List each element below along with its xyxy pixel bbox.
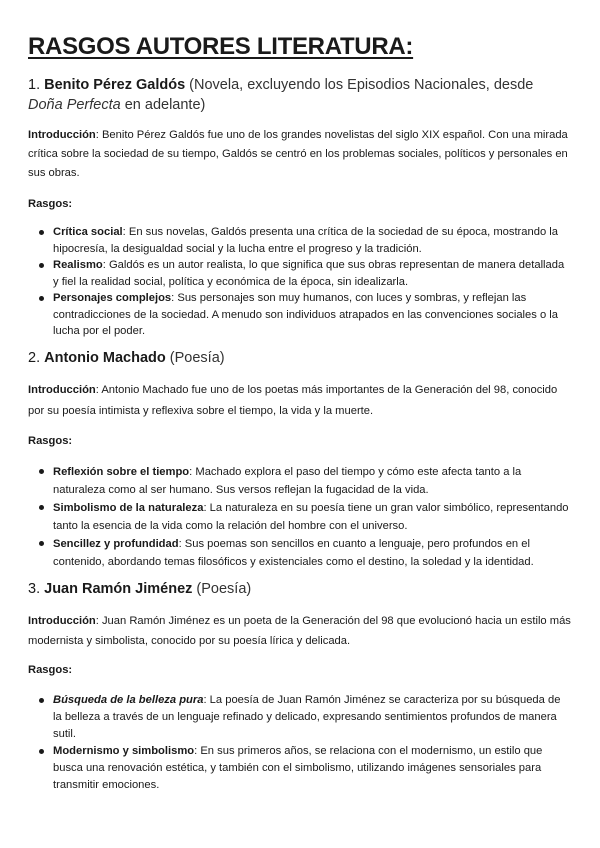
book-title: Doña Perfecta — [28, 97, 121, 113]
list-item: Modernismo y simbolismo: En sus primeros años, se relaciona con el modernismo, un estilo que busca una renovación estética, y también con el simbolismo, utilizando imágenes sensoriales para transmitir emociones. — [53, 743, 572, 794]
intro-text: : Benito Pérez Galdós fue uno de los grandes novelistas del siglo XIX español. Con una mirada crítica sobre la sociedad de su tiempo, Galdós se centró en los problemas sociales, políticos y personales en sus obras. — [28, 129, 568, 179]
list-item: Realismo: Galdós es un autor realista, lo que significa que sus obras representan de manera detallada y fiel la realidad social, política y económica de la época, sin idealizarla. — [53, 257, 572, 290]
list-item: Sencillez y profundidad: Sus poemas son sencillos en cuanto a lenguaje, pero profundos en el contenido, abordando temas filosóficos y existenciales como el destino, la soledad y la identidad. — [53, 535, 572, 571]
traits-list — [28, 224, 572, 340]
intro-label: Introducción — [28, 383, 96, 396]
intro-paragraph — [28, 611, 572, 651]
section-number: 1. — [28, 77, 41, 93]
section-note: (Poesía) — [196, 580, 252, 597]
intro-text: : Juan Ramón Jiménez es un poeta de la Generación del 98 que evolucionó hacia un estilo más modernista y simbolista, conocido por su poesía lírica y delicada. — [28, 614, 571, 647]
rasgos-label: Rasgos: — [28, 434, 73, 447]
list-item: Simbolismo de la naturaleza: La naturaleza en su poesía tiene un gran valor simbólico, representando tanto la esencia de la vida como la relación del hombre con el universo. — [53, 499, 572, 535]
author-name: Antonio Machado — [44, 349, 166, 366]
section-heading-jimenez — [28, 579, 572, 599]
page-title: RASGOS AUTORES LITERATURA: — [28, 33, 414, 60]
author-name: Benito Pérez Galdós — [44, 77, 186, 93]
intro-paragraph — [28, 380, 572, 422]
traits-list — [28, 463, 572, 571]
list-item: Reflexión sobre el tiempo: Machado explora el paso del tiempo y cómo este afecta tanto a la naturaleza como al ser humano. Sus versos reflejan la fugacidad de la vida. — [53, 463, 572, 499]
traits-list — [28, 692, 572, 794]
intro-paragraph — [28, 126, 572, 183]
rasgos-label: Rasgos: — [28, 663, 73, 676]
section-number: 3. — [28, 580, 41, 597]
section-note: (Poesía) — [169, 349, 225, 366]
intro-label: Introducción — [28, 614, 96, 627]
list-item: Personajes complejos: Sus personajes son muy humanos, con luces y sombras, y reflejan las contradicciones de la sociedad. A menudo son individuos atrapados en las convenciones sociales o la lucha por el poder. — [53, 290, 572, 340]
list-item: Búsqueda de la belleza pura: La poesía de Juan Ramón Jiménez se caracteriza por su búsqueda de la belleza a través de un lenguaje refinado y delicado, expresando sentimientos profundos de manera sutil. — [53, 692, 572, 743]
list-item: Crítica social: En sus novelas, Galdós presenta una crítica de la sociedad de su época, mostrando la hipocresía, la desigualdad social y la lucha entre el progreso y la tradición. — [53, 224, 572, 257]
intro-label: Introducción — [28, 129, 96, 141]
section-heading-machado — [28, 348, 572, 368]
intro-text: : Antonio Machado fue uno de los poetas más importantes de la Generación del 98, conocido por su poesía intimista y reflexiva sobre el tiempo, la vida y la muerte. — [28, 383, 558, 417]
section-note: (Novela, excluyendo los Episodios Nacionales, desde Doña Perfecta en adelante) — [28, 77, 534, 113]
rasgos-label: Rasgos: — [28, 198, 73, 210]
author-name: Juan Ramón Jiménez — [44, 580, 193, 597]
section-heading-galdos — [28, 75, 572, 115]
section-number: 2. — [28, 349, 41, 366]
